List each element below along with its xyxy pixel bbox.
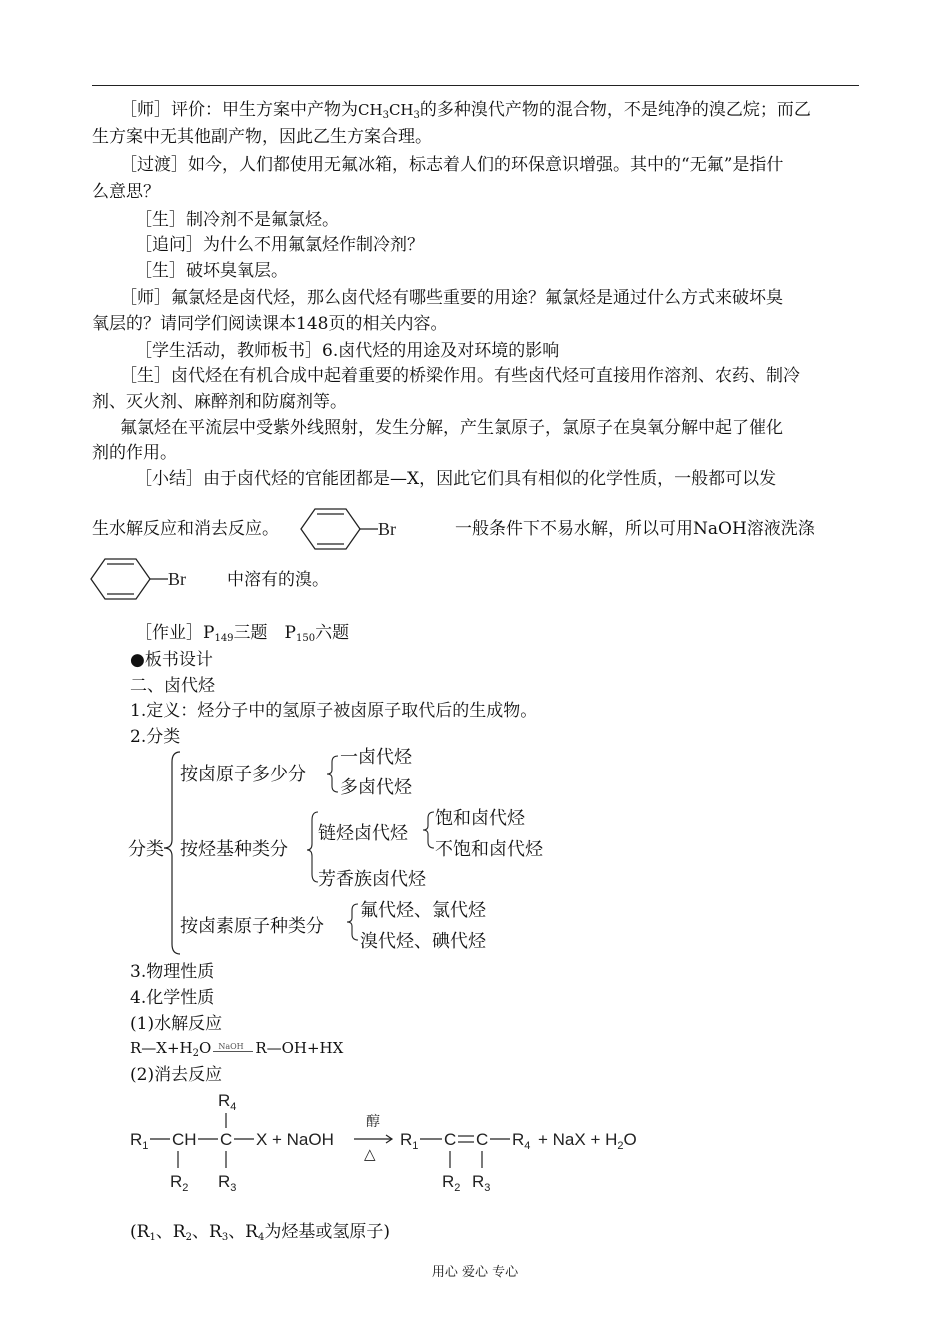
svg-text:△: △ xyxy=(364,1146,376,1163)
board-design-title: ●板书设计 xyxy=(130,650,213,670)
tree-leaf-saturated: 饱和卤代烃 xyxy=(435,808,525,829)
tree-leaf-chain: 链烃卤代烃 xyxy=(318,823,408,844)
bromine-label: Br xyxy=(378,519,396,539)
svg-text:+ NaX + H2O: + NaX + $H_2O$ xyxy=(538,1130,637,1152)
student-answer-1: ［生］制冷剂不是氟氯烃。 xyxy=(135,210,339,230)
follow-up-question: ［追问］为什么不用氟氯烃作制冷剂？ xyxy=(135,235,424,255)
tree-root: 分类 xyxy=(128,839,164,860)
header-rule xyxy=(92,85,859,86)
tree-branch-hydrocarbon: 按烃基种类分 xyxy=(180,839,288,860)
svg-text:R1: $R_1$ xyxy=(400,1130,419,1152)
summary-line2-start: 生水解反应和消去反应。 xyxy=(92,519,279,539)
hydrolysis-heading: (1)水解反应 xyxy=(130,1014,223,1034)
tree-leaf-aromatic: 芳香族卤代烃 xyxy=(318,869,426,890)
svg-text:R4: $R_4$ xyxy=(512,1130,531,1152)
tree-branch-count: 按卤原子多少分 xyxy=(180,764,306,785)
svg-text:+ NaOH: + NaOH xyxy=(272,1130,334,1149)
svg-text:醇: 醇 xyxy=(366,1114,380,1130)
svg-text:R1: $R_1$ xyxy=(130,1130,149,1152)
hydrolysis-arrow xyxy=(211,1037,255,1057)
formula-ch3ch3: $CH_3CH_3$ xyxy=(358,101,420,121)
svg-text:C: C xyxy=(444,1130,457,1149)
substituent-note: ($R_1$、$R_2$、$R_3$、$R_4$为烃基或氢原子) xyxy=(130,1222,391,1243)
classification-heading: 2.分类 xyxy=(130,727,181,747)
svg-text:R4: $R_4$ xyxy=(218,1091,237,1113)
svg-text:R2: $R_2$ xyxy=(442,1172,461,1194)
homework: ［作业$]P_{149}$三题 $P_{150}$六题 xyxy=(135,623,350,644)
summary-line1: ［小结］由于卤代烃的官能团都是—X，因此它们具有相似的化学性质，一般都可以发 xyxy=(135,469,777,489)
definition: 1.定义：烃分子中的氢原子被卤原子取代后的生成物。 xyxy=(130,701,538,721)
teacher-comment-line1: ［师］评价：甲生方案中产物为$CH_3CH_3$的多种溴代产物的混合物，不是纯净的溴乙烷；而乙 xyxy=(120,100,811,121)
svg-text:X: X xyxy=(256,1130,268,1149)
teacher-question-line1: ［师］氟氯烃是卤代烃，那么卤代烃有哪些重要的用途？氟氯烃是通过什么方式来破坏臭 xyxy=(120,288,783,308)
tree-leaf-br-i: 溴代烃、碘代烃 xyxy=(360,931,486,952)
svg-text:R3: $R_3$ xyxy=(472,1172,491,1194)
hydrolysis-equation: $R—X+H_2O$ NaOH R—OH+HX xyxy=(130,1036,343,1066)
student-answer-3-line1: ［生］卤代烃在有机合成中起着重要的桥梁作用。有些卤代烃可直接用作溶剂、农药、制冷 xyxy=(120,366,800,386)
page-footer: 用心 爱心 专心 xyxy=(431,1265,519,1280)
teacher-question-line2: 氧层的？请同学们阅读课本148页的相关内容。 xyxy=(92,314,448,334)
student-answer-3-line2: 剂、灭火剂、麻醉剂和防腐剂等。 xyxy=(92,392,347,412)
teacher-comment-line2: 生方案中无其他副产物，因此乙生方案合理。 xyxy=(92,127,432,147)
tree-leaf-f-cl: 氟代烃、氯代烃 xyxy=(360,900,486,921)
freon-line1: 氟氯烃在平流层中受紫外线照射，发生分解，产生氯原子，氯原子在臭氧分解中起了催化 xyxy=(120,418,783,438)
transition-line1: ［过渡］如今，人们都使用无氟冰箱，标志着人们的环保意识增强。其中的“无氟”是指什 xyxy=(120,155,784,175)
hydrolysis-condition: NaOH xyxy=(218,1042,244,1051)
chemical-properties: 4.化学性质 xyxy=(130,988,215,1008)
transition-line2: 么意思？ xyxy=(92,182,160,202)
summary-line3: 中溶有的溴。 xyxy=(227,570,329,590)
student-activity: ［学生活动，教师板书］6.卤代烃的用途及对环境的影响 xyxy=(135,341,560,361)
elimination-equation xyxy=(128,1088,668,1198)
board-heading: 二、卤代烃 xyxy=(130,676,215,696)
tree-leaf-mono: 一卤代烃 xyxy=(340,747,412,768)
elimination-heading: (2)消去反应 xyxy=(130,1065,223,1085)
svg-text:CH: CH xyxy=(172,1130,197,1149)
tree-leaf-poly: 多卤代烃 xyxy=(340,777,412,798)
bromobenzene-structure xyxy=(298,504,408,554)
tree-branch-halogen: 按卤素原子种类分 xyxy=(180,916,324,937)
svg-text:R3: $R_3$ xyxy=(218,1172,237,1194)
physical-properties: 3.物理性质 xyxy=(130,962,215,982)
svg-text:R2: $R_2$ xyxy=(170,1172,189,1194)
tree-leaf-unsaturated: 不饱和卤代烃 xyxy=(435,839,543,860)
svg-text:C: C xyxy=(476,1130,489,1149)
summary-line2-end: 一般条件下不易水解，所以可用NaOH溶液洗涤 xyxy=(455,519,815,539)
svg-text:C: C xyxy=(220,1130,233,1149)
bromobenzene-structure-2 xyxy=(88,554,198,604)
student-answer-2: ［生］破坏臭氧层。 xyxy=(135,261,288,281)
freon-line2: 剂的作用。 xyxy=(92,443,177,463)
bromine-label-2: Br xyxy=(168,569,186,589)
